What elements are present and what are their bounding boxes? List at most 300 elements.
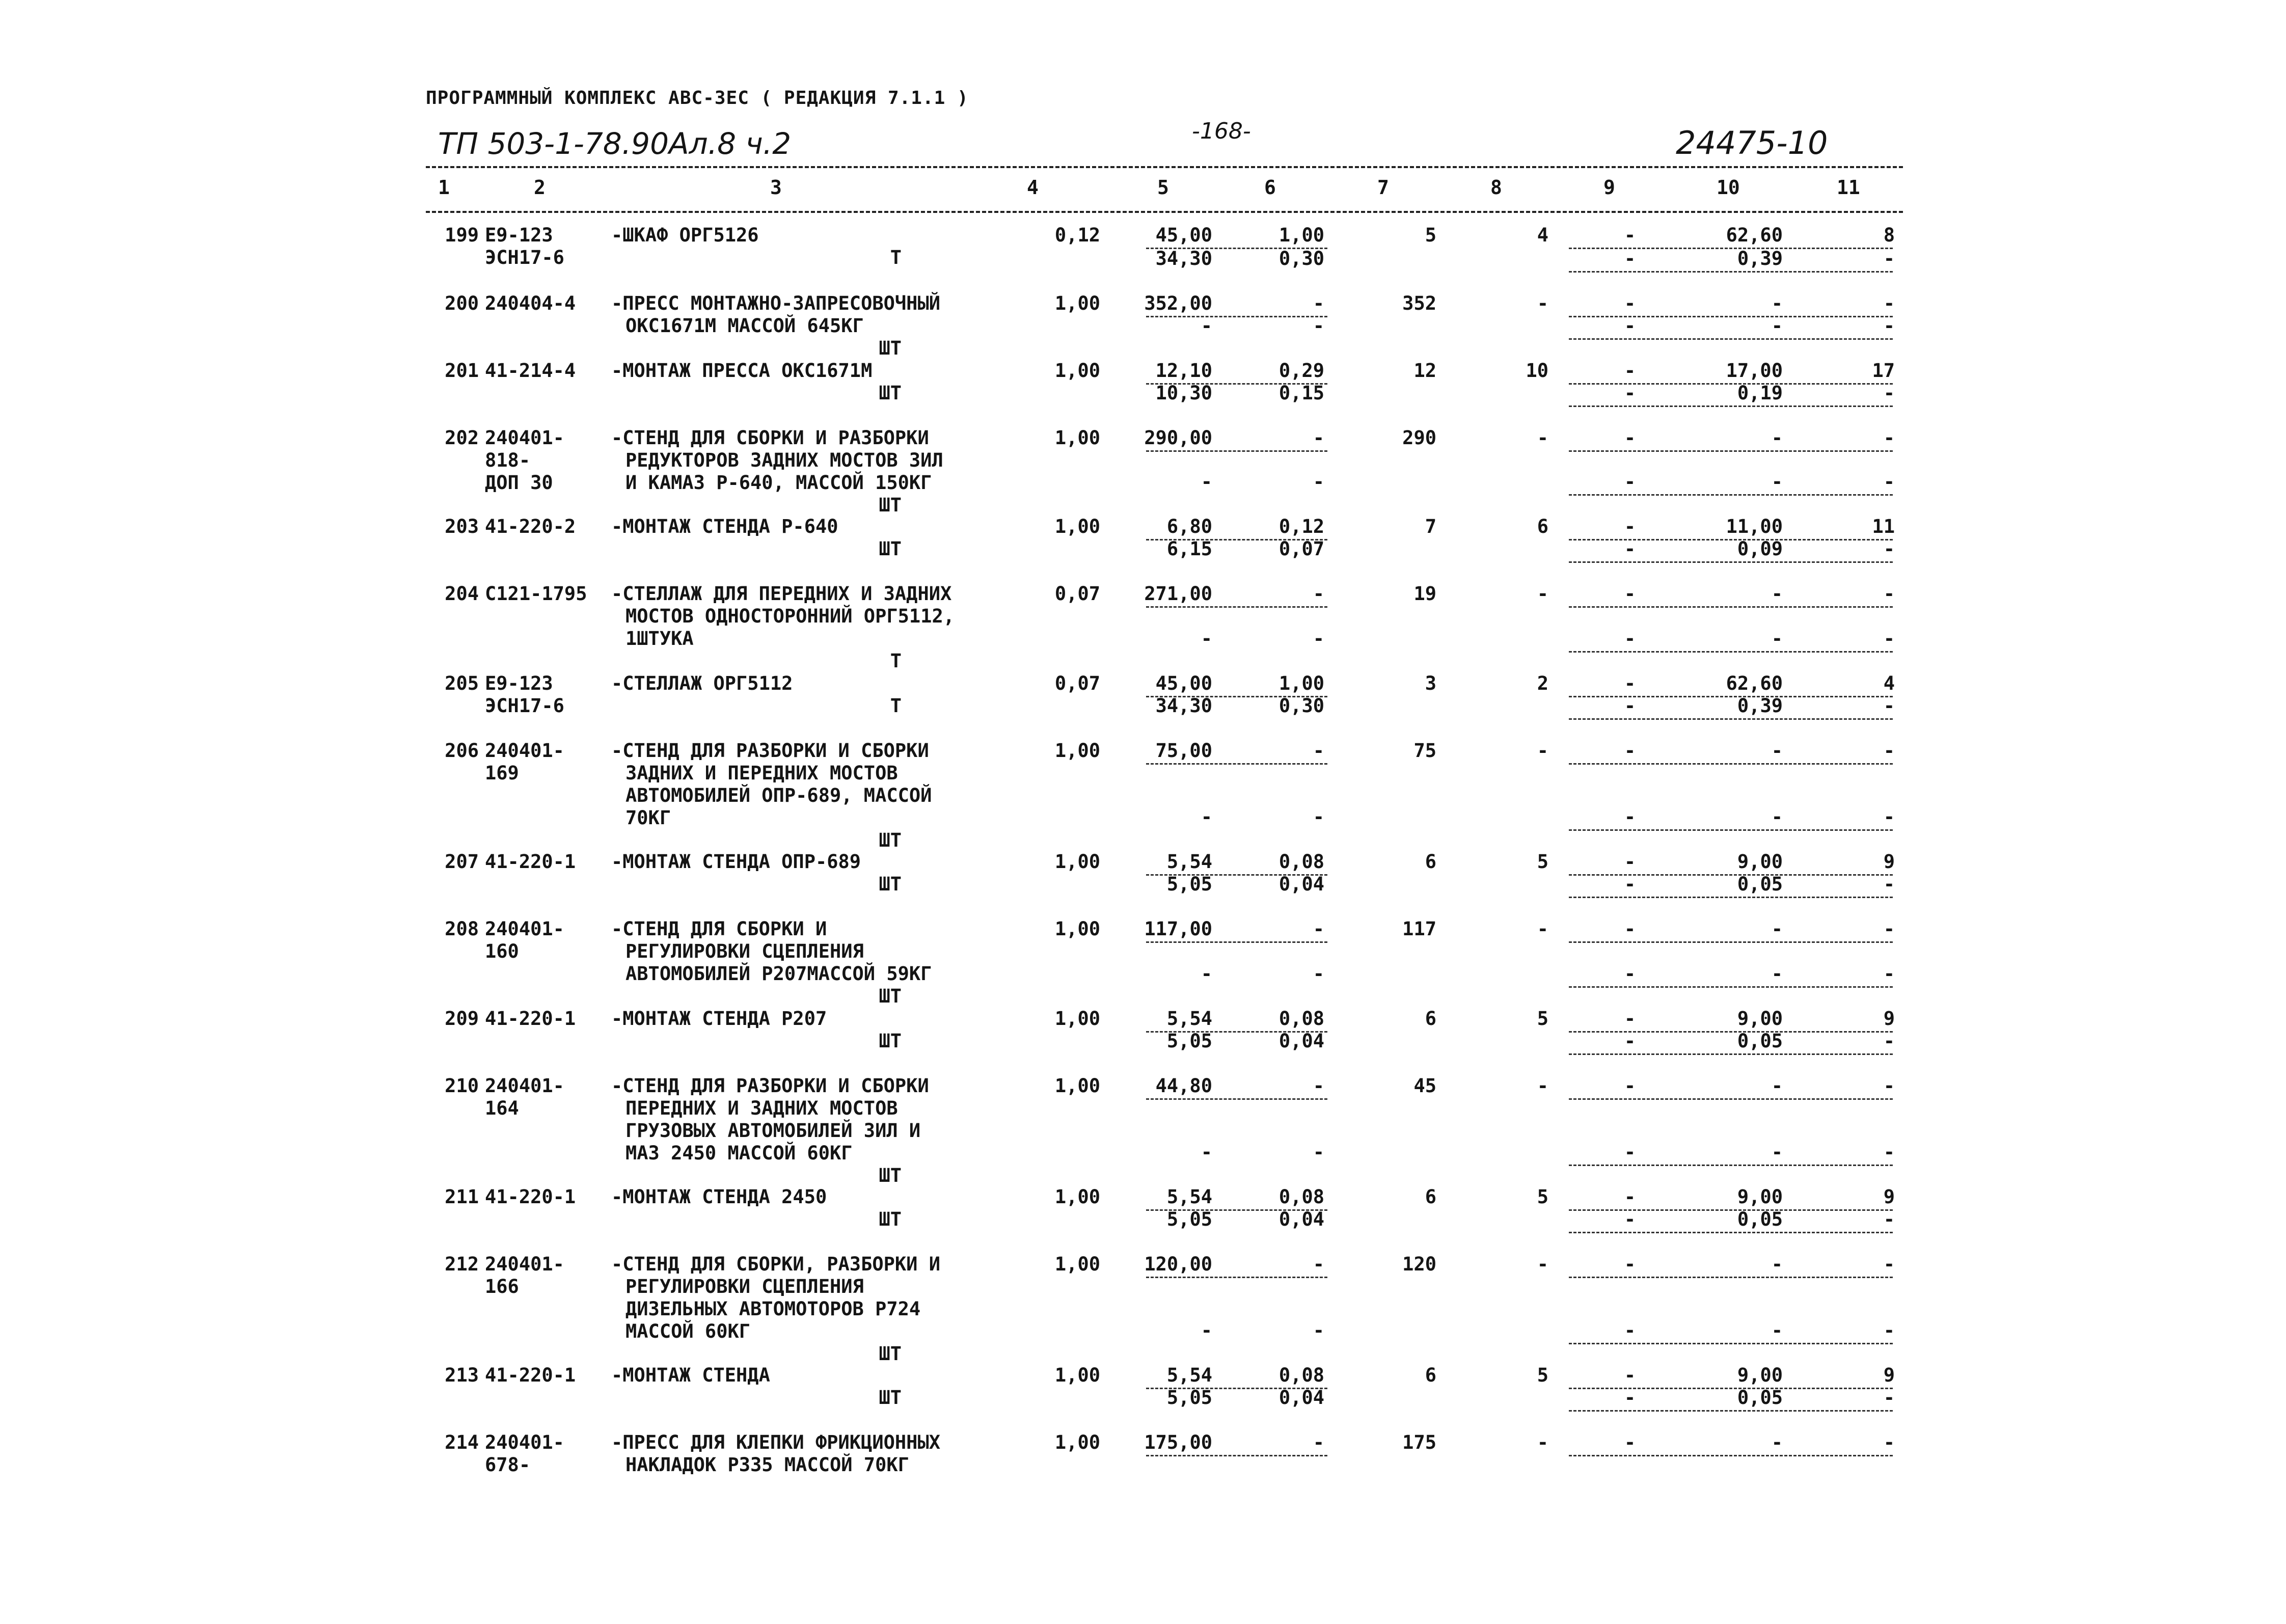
col11-value: - (1883, 918, 1895, 940)
col11-subvalue: - (1883, 382, 1895, 404)
row-description: -МОНТАЖ СТЕНДА 2450 (611, 1186, 827, 1208)
col5-value: 44,80 (1155, 1075, 1212, 1097)
col10-value: - (1771, 1253, 1783, 1275)
col11-subvalue: - (1883, 1141, 1895, 1163)
col9-value: - (1624, 1008, 1636, 1030)
col4-value: 1,00 (1054, 918, 1100, 940)
column-header: 9 (1603, 176, 1615, 199)
col9-value: - (1624, 918, 1636, 940)
software-header: ПРОГРАММНЫЙ КОМПЛЕКС АВС-ЗЕС ( РЕДАКЦИЯ 7.1.1 ) (426, 88, 969, 109)
row-code: 41-220-1 (485, 1364, 576, 1386)
row-description: ДИЗЕЛЬНЫХ АВТОМОТОРОВ Р724 (625, 1298, 921, 1320)
col7-value: 75 (1413, 740, 1436, 762)
row-code: 240404-4 (485, 292, 576, 314)
col6-subvalue: - (1313, 471, 1324, 493)
col10-subvalue: 0,05 (1737, 873, 1783, 895)
col10-subvalue: - (1771, 806, 1783, 828)
row-number: 202 (445, 427, 479, 449)
col11-subvalue: - (1883, 1208, 1895, 1230)
row-code: 240401- (485, 1075, 564, 1097)
col4-value: 0,07 (1054, 583, 1100, 605)
col7-value: 6 (1425, 1186, 1436, 1208)
col11-value: 9 (1883, 1008, 1895, 1030)
row-unit: ШТ (879, 1387, 902, 1409)
col9-value: - (1624, 427, 1636, 449)
document-number: 24475-10 (1676, 124, 1828, 161)
col7-value: 117 (1402, 918, 1436, 940)
row-unit: Т (890, 247, 902, 268)
col7-value: 6 (1425, 851, 1436, 873)
row-description: -ШКАФ ОРГ5126 (611, 224, 759, 246)
row-description: РЕДУКТОРОВ ЗАДНИХ МОСТОВ ЗИЛ (625, 449, 943, 471)
row-code: ДОП 30 (485, 472, 553, 494)
col10-subvalue: - (1771, 315, 1783, 337)
col6-subvalue: 0,30 (1278, 248, 1324, 269)
col4-value: 1,00 (1054, 1186, 1100, 1208)
row-subrule (1569, 1232, 1893, 1233)
col11-subvalue: - (1883, 538, 1895, 560)
col8-value: - (1537, 918, 1548, 940)
col5-value: 120,00 (1144, 1253, 1212, 1275)
col11-value: - (1883, 583, 1895, 605)
col6-value: - (1313, 918, 1324, 940)
col10-value: - (1771, 583, 1783, 605)
col10-subvalue: 0,39 (1737, 248, 1783, 269)
row-subrule (1569, 606, 1893, 608)
col11-value: 9 (1883, 1186, 1895, 1208)
col9-value: - (1624, 1431, 1636, 1453)
col9-subvalue: - (1624, 471, 1636, 493)
col9-value: - (1624, 360, 1636, 382)
col9-subvalue: - (1624, 963, 1636, 985)
col11-value: - (1883, 427, 1895, 449)
col11-value: 9 (1883, 1364, 1895, 1386)
col5-subvalue: - (1201, 628, 1212, 649)
col4-value: 1,00 (1054, 851, 1100, 873)
row-description: -МОНТАЖ СТЕНДА (611, 1364, 770, 1386)
col5-subvalue: - (1201, 1141, 1212, 1163)
col4-value: 1,00 (1054, 1008, 1100, 1030)
row-subrule (1569, 405, 1893, 407)
row-subrule (1569, 941, 1893, 943)
col11-subvalue: - (1883, 1387, 1895, 1409)
column-header: 1 (438, 176, 450, 199)
col10-value: - (1771, 740, 1783, 762)
column-header: 5 (1157, 176, 1169, 199)
column-header: 10 (1717, 176, 1740, 199)
col5-subvalue: 5,05 (1166, 873, 1212, 895)
col7-value: 290 (1402, 427, 1436, 449)
col6-value: 0,29 (1278, 360, 1324, 382)
col6-subvalue: 0,30 (1278, 695, 1324, 717)
col6-value: 0,08 (1278, 1008, 1324, 1030)
col5-value: 117,00 (1144, 918, 1212, 940)
col6-subvalue: 0,15 (1278, 382, 1324, 404)
col9-subvalue: - (1624, 248, 1636, 269)
row-description: ГРУЗОВЫХ АВТОМОБИЛЕЙ ЗИЛ И (625, 1120, 921, 1142)
col7-value: 352 (1402, 292, 1436, 314)
col6-subvalue: 0,04 (1278, 873, 1324, 895)
col11-subvalue: - (1883, 806, 1895, 828)
col5-subvalue: 5,05 (1166, 1208, 1212, 1230)
column-header: 4 (1027, 176, 1039, 199)
col9-value: - (1624, 1186, 1636, 1208)
row-code: С121-1795 (485, 583, 587, 605)
col8-value: - (1537, 1431, 1548, 1453)
row-code: 678- (485, 1454, 531, 1476)
col11-subvalue: - (1883, 963, 1895, 985)
col9-value: - (1624, 516, 1636, 537)
row-subrule (1569, 897, 1893, 898)
row-unit: Т (890, 650, 902, 672)
col5-subvalue: - (1201, 1319, 1212, 1341)
col6-value: 1,00 (1278, 672, 1324, 694)
col10-subvalue: - (1771, 628, 1783, 649)
column-header: 11 (1837, 176, 1860, 199)
row-description: -СТЕНД ДЛЯ СБОРКИ И РАЗБОРКИ (611, 427, 929, 449)
col10-subvalue: - (1771, 963, 1783, 985)
col5-subvalue: 5,05 (1166, 1030, 1212, 1052)
row-description: -СТЕНД ДЛЯ СБОРКИ И (611, 918, 827, 940)
col8-value: 2 (1537, 672, 1548, 694)
row-number: 210 (445, 1075, 479, 1097)
row-unit: ШТ (879, 382, 902, 404)
col6-value: - (1313, 740, 1324, 762)
row-subrule (1146, 1098, 1327, 1100)
row-number: 209 (445, 1008, 479, 1030)
row-code: 164 (485, 1097, 519, 1119)
col5-value: 175,00 (1144, 1431, 1212, 1453)
column-header-row (426, 176, 1903, 203)
col9-value: - (1624, 1253, 1636, 1275)
col6-value: - (1313, 427, 1324, 449)
col11-value: 9 (1883, 851, 1895, 873)
col8-value: - (1537, 292, 1548, 314)
col5-value: 5,54 (1166, 851, 1212, 873)
col4-value: 1,00 (1054, 516, 1100, 537)
row-subrule (1569, 1098, 1893, 1100)
col9-subvalue: - (1624, 1387, 1636, 1409)
row-subrule (1569, 1455, 1893, 1456)
row-number: 208 (445, 918, 479, 940)
col11-subvalue: - (1883, 873, 1895, 895)
col10-value: 17,00 (1726, 360, 1783, 382)
col6-value: - (1313, 583, 1324, 605)
col8-value: 10 (1526, 360, 1548, 382)
col5-subvalue: 5,05 (1166, 1387, 1212, 1409)
col9-subvalue: - (1624, 695, 1636, 717)
col11-subvalue: - (1883, 1030, 1895, 1052)
col6-subvalue: - (1313, 628, 1324, 649)
col11-value: 11 (1872, 516, 1895, 537)
row-code: 41-220-2 (485, 516, 576, 537)
col5-value: 45,00 (1155, 672, 1212, 694)
col8-value: - (1537, 583, 1548, 605)
col11-value: - (1883, 1431, 1895, 1453)
col8-value: 5 (1537, 851, 1548, 873)
row-subrule (1569, 1343, 1893, 1344)
col6-value: - (1313, 1431, 1324, 1453)
col9-subvalue: - (1624, 382, 1636, 404)
col10-value: 11,00 (1726, 516, 1783, 537)
col11-value: - (1883, 292, 1895, 314)
row-unit: ШТ (879, 1030, 902, 1052)
row-code: 240401- (485, 1253, 564, 1275)
row-subrule (1569, 1277, 1893, 1278)
col10-value: - (1771, 1431, 1783, 1453)
col10-value: 9,00 (1737, 1008, 1783, 1030)
row-unit: ШТ (879, 985, 902, 1007)
row-code: ЭСН17-6 (485, 247, 564, 268)
col5-value: 75,00 (1155, 740, 1212, 762)
col6-subvalue: 0,04 (1278, 1208, 1324, 1230)
row-code: 240401- (485, 740, 564, 762)
row-subrule (1569, 829, 1893, 831)
col5-subvalue: 34,30 (1155, 695, 1212, 717)
col8-value: - (1537, 1075, 1548, 1097)
row-unit: ШТ (879, 829, 902, 851)
row-code: 160 (485, 940, 519, 962)
row-number: 207 (445, 851, 479, 873)
row-description: -СТЕНД ДЛЯ РАЗБОРКИ И СБОРКИ (611, 1075, 929, 1097)
col6-value: - (1313, 292, 1324, 314)
column-header: 6 (1264, 176, 1276, 199)
col11-value: - (1883, 1253, 1895, 1275)
col9-subvalue: - (1624, 1141, 1636, 1163)
col9-subvalue: - (1624, 1319, 1636, 1341)
row-description: АВТОМОБИЛЕЙ ОПР-689, МАССОЙ (625, 784, 932, 806)
col4-value: 1,00 (1054, 427, 1100, 449)
row-code: 240401- (485, 918, 564, 940)
col5-subvalue: 6,15 (1166, 538, 1212, 560)
col9-value: - (1624, 851, 1636, 873)
col6-subvalue: - (1313, 963, 1324, 985)
col7-value: 12 (1413, 360, 1436, 382)
row-number: 212 (445, 1253, 479, 1275)
col5-subvalue: 10,30 (1155, 382, 1212, 404)
col11-subvalue: - (1883, 248, 1895, 269)
col7-value: 5 (1425, 224, 1436, 246)
col7-value: 45 (1413, 1075, 1436, 1097)
row-subrule (1569, 718, 1893, 720)
col8-value: 5 (1537, 1186, 1548, 1208)
col4-value: 1,00 (1054, 1253, 1100, 1275)
row-unit: ШТ (879, 494, 902, 516)
col7-value: 6 (1425, 1364, 1436, 1386)
row-subrule (1569, 651, 1893, 653)
row-description: ОКС1671М МАССОЙ 645КГ (625, 315, 864, 337)
col9-subvalue: - (1624, 315, 1636, 337)
col10-subvalue: 0,05 (1737, 1387, 1783, 1409)
row-subrule (1146, 606, 1327, 608)
col6-subvalue: - (1313, 1319, 1324, 1341)
row-number: 211 (445, 1186, 479, 1208)
document-code: ТП 503-1-78.90Ал.8 ч.2 (438, 126, 792, 161)
col6-value: 0,12 (1278, 516, 1324, 537)
col11-subvalue: - (1883, 695, 1895, 717)
col8-value: 5 (1537, 1364, 1548, 1386)
row-code: 818- (485, 449, 531, 471)
row-description: НАКЛАДОК Р335 МАССОЙ 70КГ (625, 1454, 909, 1476)
col9-value: - (1624, 292, 1636, 314)
row-subrule (1146, 1277, 1327, 1278)
row-number: 201 (445, 360, 479, 382)
col5-value: 352,00 (1144, 292, 1212, 314)
row-subrule (1146, 450, 1327, 452)
row-code: 41-220-1 (485, 1008, 576, 1030)
row-subrule (1569, 271, 1893, 273)
row-description: -МОНТАЖ ПРЕССА ОКС1671М (611, 360, 873, 382)
col5-value: 45,00 (1155, 224, 1212, 246)
col7-value: 120 (1402, 1253, 1436, 1275)
row-subrule (1569, 450, 1893, 452)
col9-subvalue: - (1624, 1208, 1636, 1230)
col7-value: 7 (1425, 516, 1436, 537)
row-description: -МОНТАЖ СТЕНДА Р207 (611, 1008, 827, 1030)
column-header: 3 (770, 176, 782, 199)
row-code: 41-220-1 (485, 1186, 576, 1208)
row-description: -МОНТАЖ СТЕНДА Р-640 (611, 516, 838, 537)
col5-subvalue: 34,30 (1155, 248, 1212, 269)
row-subrule (1146, 1455, 1327, 1456)
col5-subvalue: - (1201, 963, 1212, 985)
col6-subvalue: - (1313, 806, 1324, 828)
row-description: МОСТОВ ОДНОСТОРОННИЙ ОРГ5112, (625, 605, 955, 627)
col6-value: - (1313, 1075, 1324, 1097)
row-code: Е9-123 (485, 672, 553, 694)
row-code: 169 (485, 762, 519, 784)
row-description: -СТЕНД ДЛЯ РАЗБОРКИ И СБОРКИ (611, 740, 929, 762)
col7-value: 19 (1413, 583, 1436, 605)
col10-value: 62,60 (1726, 672, 1783, 694)
col11-value: 4 (1883, 672, 1895, 694)
col4-value: 1,00 (1054, 1075, 1100, 1097)
col4-value: 0,07 (1054, 672, 1100, 694)
row-description: 70КГ (625, 807, 671, 829)
col9-value: - (1624, 224, 1636, 246)
col5-subvalue: - (1201, 471, 1212, 493)
col10-subvalue: 0,05 (1737, 1208, 1783, 1230)
col7-value: 6 (1425, 1008, 1436, 1030)
col11-subvalue: - (1883, 315, 1895, 337)
col10-value: - (1771, 1075, 1783, 1097)
col6-subvalue: 0,04 (1278, 1030, 1324, 1052)
col10-subvalue: - (1771, 471, 1783, 493)
row-code: 41-214-4 (485, 360, 576, 382)
row-description: РЕГУЛИРОВКИ СЦЕПЛЕНИЯ (625, 1276, 864, 1297)
col10-subvalue: 0,19 (1737, 382, 1783, 404)
col11-value: - (1883, 740, 1895, 762)
row-code: ЭСН17-6 (485, 695, 564, 717)
row-code: 240401- (485, 427, 564, 449)
row-description: -СТЕЛЛАЖ ОРГ5112 (611, 672, 793, 694)
col6-value: - (1313, 1253, 1324, 1275)
col7-value: 175 (1402, 1431, 1436, 1453)
column-header: 2 (534, 176, 546, 199)
col5-value: 12,10 (1155, 360, 1212, 382)
col6-subvalue: 0,04 (1278, 1387, 1324, 1409)
col8-value: 4 (1537, 224, 1548, 246)
col10-subvalue: 0,39 (1737, 695, 1783, 717)
row-unit: ШТ (879, 1165, 902, 1186)
col9-subvalue: - (1624, 538, 1636, 560)
header-rule-bottom (426, 211, 1903, 213)
col8-value: - (1537, 740, 1548, 762)
col11-value: 17 (1872, 360, 1895, 382)
row-code: 41-220-1 (485, 851, 576, 873)
row-code: 166 (485, 1276, 519, 1297)
row-description: -ПРЕСС МОНТАЖНО-ЗАПРЕСОВОЧНЫЙ (611, 292, 941, 314)
row-description: -СТЕЛЛАЖ ДЛЯ ПЕРЕДНИХ И ЗАДНИХ (611, 583, 952, 605)
row-unit: ШТ (879, 1208, 902, 1230)
col5-value: 6,80 (1166, 516, 1212, 537)
col9-value: - (1624, 1364, 1636, 1386)
header-rule-top (426, 166, 1903, 168)
row-description: -МОНТАЖ СТЕНДА ОПР-689 (611, 851, 861, 873)
row-subrule (1569, 1053, 1893, 1055)
col4-value: 1,00 (1054, 1364, 1100, 1386)
col11-subvalue: - (1883, 471, 1895, 493)
row-description: ЗАДНИХ И ПЕРЕДНИХ МОСТОВ (625, 762, 898, 784)
col5-value: 5,54 (1166, 1008, 1212, 1030)
row-subrule (1569, 494, 1893, 496)
row-code: 240401- (485, 1431, 564, 1453)
col6-subvalue: - (1313, 1141, 1324, 1163)
col10-subvalue: 0,05 (1737, 1030, 1783, 1052)
col4-value: 1,00 (1054, 1431, 1100, 1453)
col6-subvalue: - (1313, 315, 1324, 337)
col10-value: 9,00 (1737, 1186, 1783, 1208)
row-description: ПЕРЕДНИХ И ЗАДНИХ МОСТОВ (625, 1097, 898, 1119)
row-description: 1ШТУКА (625, 628, 694, 649)
col11-subvalue: - (1883, 1319, 1895, 1341)
col6-value: 0,08 (1278, 1186, 1324, 1208)
col10-value: - (1771, 292, 1783, 314)
row-number: 199 (445, 224, 479, 246)
row-code: Е9-123 (485, 224, 553, 246)
col4-value: 0,12 (1054, 224, 1100, 246)
col11-value: - (1883, 1075, 1895, 1097)
col4-value: 1,00 (1054, 292, 1100, 314)
col9-subvalue: - (1624, 628, 1636, 649)
col10-subvalue: - (1771, 1141, 1783, 1163)
row-number: 200 (445, 292, 479, 314)
row-number: 213 (445, 1364, 479, 1386)
row-number: 214 (445, 1431, 479, 1453)
row-unit: ШТ (879, 538, 902, 560)
row-description: МАЗ 2450 МАССОЙ 60КГ (625, 1142, 853, 1164)
col7-value: 3 (1425, 672, 1436, 694)
row-subrule (1569, 561, 1893, 563)
row-description: МАССОЙ 60КГ (625, 1320, 751, 1342)
col10-value: 9,00 (1737, 1364, 1783, 1386)
row-unit: Т (890, 695, 902, 717)
col5-subvalue: - (1201, 806, 1212, 828)
col10-value: 62,60 (1726, 224, 1783, 246)
col11-value: 8 (1883, 224, 1895, 246)
row-number: 206 (445, 740, 479, 762)
col6-value: 0,08 (1278, 851, 1324, 873)
column-header: 7 (1377, 176, 1389, 199)
column-header: 8 (1490, 176, 1502, 199)
row-number: 204 (445, 583, 479, 605)
col9-subvalue: - (1624, 806, 1636, 828)
col8-value: - (1537, 427, 1548, 449)
col4-value: 1,00 (1054, 740, 1100, 762)
col9-subvalue: - (1624, 873, 1636, 895)
row-description: АВТОМОБИЛЕЙ Р207МАССОЙ 59КГ (625, 963, 932, 985)
col8-value: 6 (1537, 516, 1548, 537)
